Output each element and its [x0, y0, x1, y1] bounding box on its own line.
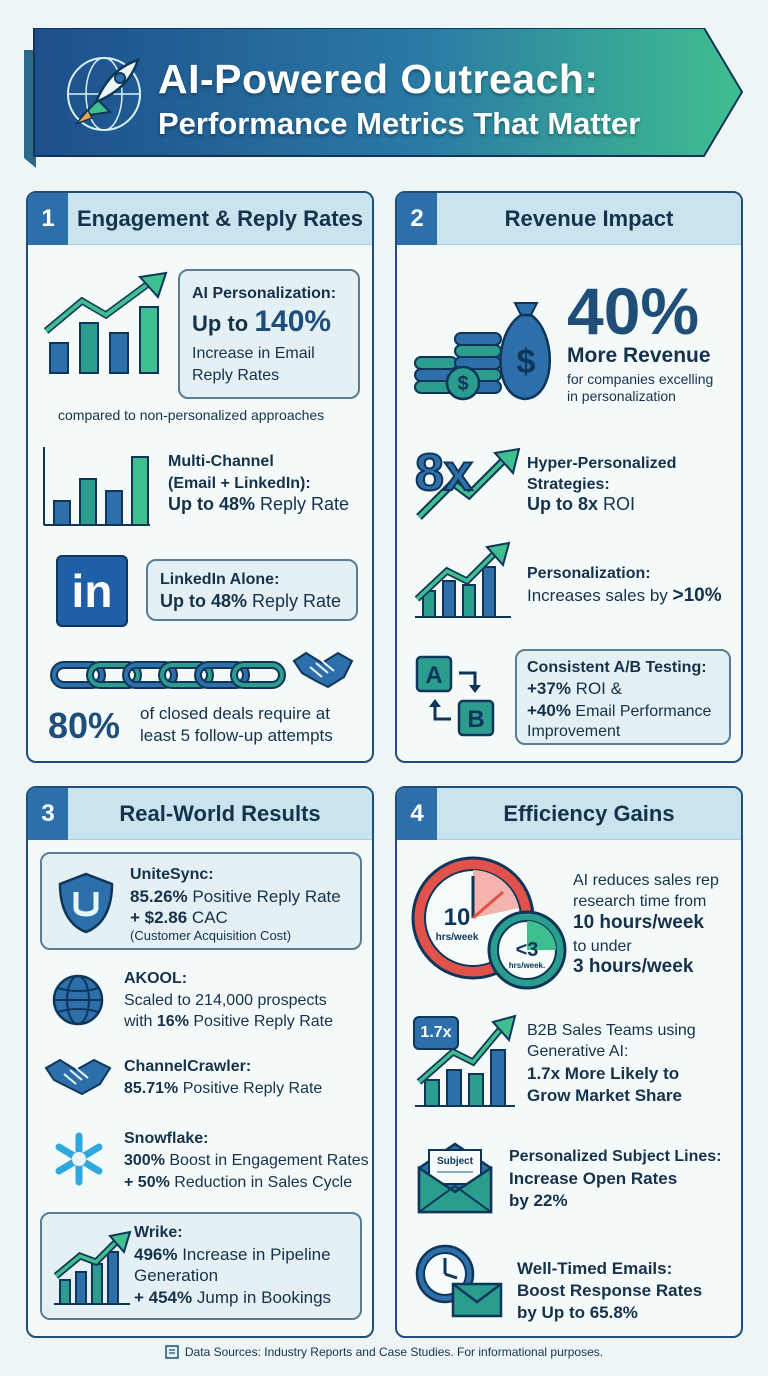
- shield-icon: [54, 870, 118, 936]
- wrike-v2-rest: Jump in Bookings: [192, 1288, 332, 1307]
- followup-line2: least 5 follow-up attempts: [140, 726, 333, 745]
- akool-line1: Scaled to 214,000 prospects: [124, 992, 327, 1009]
- personalization-desc: Increases sales by: [527, 586, 673, 605]
- panel-efficiency: [395, 786, 743, 1338]
- unitesync-v1: 85.26%: [130, 887, 188, 906]
- akool-line2-rest: Positive Reply Rate: [188, 1013, 333, 1030]
- envelope-subject-label: Subject: [436, 1156, 474, 1167]
- page-subtitle: Performance Metrics That Matter: [158, 106, 641, 141]
- timed-line3: by Up to 65.8%: [517, 1303, 638, 1322]
- hyper-line1: Hyper-Personalized: [527, 455, 677, 472]
- ab-testing-v1: +37%: [527, 679, 571, 698]
- akool-value: 16%: [156, 1013, 189, 1030]
- wrike-callout: [40, 1212, 362, 1320]
- ab-testing-v2: +40%: [527, 701, 571, 720]
- ab-test-b-label: B: [467, 706, 485, 733]
- snowflake-v1-rest: Boost in Engagement Rates: [164, 1152, 369, 1169]
- page-title: AI-Powered Outreach:: [158, 56, 599, 102]
- research-v1: 10 hours/week: [573, 912, 704, 933]
- footer: [0, 1344, 768, 1359]
- ab-testing-v1-rest: ROI &: [570, 679, 622, 698]
- svg-text:$: $: [516, 343, 536, 381]
- multichannel-line1: Multi-Channel: [168, 453, 274, 470]
- bar-chart-icon: [42, 445, 152, 527]
- panel-header: [397, 788, 741, 840]
- unitesync-name: UniteSync:: [130, 866, 214, 883]
- panel-engagement: [26, 191, 374, 763]
- followup-line1: of closed deals require at: [140, 704, 330, 723]
- b2b-line2: Generative AI:: [527, 1043, 629, 1060]
- b2b-line4: Grow Market Share: [527, 1086, 682, 1105]
- ab-test-a-label: A: [425, 662, 443, 689]
- unitesync-note: (Customer Acquisition Cost): [130, 928, 292, 943]
- wrike-v1: 496%: [134, 1245, 178, 1264]
- wrike-line2: Generation: [134, 1266, 219, 1285]
- money-bag-icon: [411, 293, 561, 409]
- channelcrawler-rest: Positive Reply Rate: [178, 1080, 323, 1097]
- clock-small-unit: hrs/week.: [508, 961, 546, 970]
- panel-title: Efficiency Gains: [503, 801, 675, 826]
- wrike-v2: + 454%: [134, 1288, 193, 1307]
- personalization-label: Personalization:: [527, 565, 651, 582]
- ab-testing-callout: [515, 649, 731, 745]
- panel-number: 4: [397, 788, 437, 840]
- roi-8x-text: 8x: [415, 444, 473, 502]
- timed-line2: Boost Response Rates: [517, 1281, 703, 1300]
- footer-text: Data Sources: Industry Reports and Case Studies. For informational purposes.: [184, 1344, 604, 1359]
- personalization-value: >10%: [672, 585, 722, 606]
- snowflake-v2: + 50%: [124, 1174, 170, 1191]
- multiplier-badge: 1.7x: [413, 1016, 459, 1050]
- more-revenue-value: 40%: [567, 274, 700, 348]
- ai-personalization-prefix: Up to: [192, 311, 255, 336]
- research-v2: 3 hours/week: [573, 956, 694, 977]
- snowflake-v1: 300%: [124, 1152, 165, 1169]
- unitesync-callout: [40, 852, 362, 950]
- more-revenue-desc-1: for companies excelling: [567, 371, 714, 387]
- ab-testing-label: Consistent A/B Testing:: [527, 659, 707, 676]
- linkedin-label: LinkedIn Alone:: [160, 571, 280, 588]
- clock-small-value: <3: [515, 939, 539, 961]
- multichannel-suffix: Reply Rate: [255, 494, 350, 514]
- more-revenue-desc-2: in personalization: [567, 388, 676, 404]
- clock-big-value: 10: [443, 904, 471, 931]
- ab-test-icon: [413, 653, 513, 739]
- chain-icon: [50, 657, 286, 693]
- multichannel-line2: (Email + LinkedIn):: [168, 475, 311, 492]
- unitesync-v1-rest: Positive Reply Rate: [187, 887, 341, 906]
- clock-big-unit: hrs/week: [435, 932, 479, 943]
- linkedin-callout: [146, 559, 358, 621]
- sales-growth-icon: [413, 541, 513, 619]
- clock-icon: [411, 852, 571, 992]
- followup-value: 80%: [48, 705, 121, 746]
- ai-personalization-label: AI Personalization:: [192, 285, 337, 302]
- svg-text:$: $: [457, 373, 469, 395]
- b2b-line3: 1.7x More Likely to: [527, 1064, 680, 1083]
- panel-header: [28, 193, 372, 245]
- akool-name: AKOOL:: [124, 970, 188, 987]
- globe-icon: [50, 972, 106, 1028]
- snowflake-icon: [50, 1130, 108, 1188]
- growth-chart-icon: [52, 1230, 132, 1306]
- panel-header: [28, 788, 372, 840]
- subject-line2: Increase Open Rates: [509, 1169, 678, 1188]
- panel-title: Real-World Results: [119, 801, 321, 826]
- channelcrawler-value: 85.71%: [124, 1080, 179, 1097]
- research-line1: AI reduces sales rep: [573, 872, 719, 889]
- panel-number: 1: [28, 193, 68, 245]
- panel-number: 3: [28, 788, 68, 840]
- panel-title: Revenue Impact: [504, 206, 674, 231]
- wrike-name: Wrike:: [134, 1224, 183, 1241]
- subject-line1: Personalized Subject Lines:: [509, 1148, 722, 1165]
- panel-results: [26, 786, 374, 1338]
- panel-header: [397, 193, 741, 245]
- header-banner: [24, 28, 744, 168]
- unitesync-v2: + $2.86: [130, 908, 188, 927]
- ai-personalization-callout: [178, 269, 360, 399]
- ab-testing-line4: Improvement: [527, 723, 621, 740]
- growth-chart-icon: [42, 271, 172, 375]
- akool-line2-pre: with: [124, 1013, 157, 1030]
- ai-personalization-note: compared to non-personalized approaches: [58, 407, 325, 423]
- handshake-icon: [292, 647, 354, 691]
- rocket-icon: [58, 48, 150, 140]
- linkedin-logo-icon: in: [56, 555, 128, 627]
- hyper-value: Up to 8x: [527, 494, 599, 514]
- document-icon: [165, 1345, 181, 1359]
- timed-line1: Well-Timed Emails:: [517, 1259, 673, 1278]
- timed-email-icon: [413, 1242, 505, 1320]
- research-line4: to under: [573, 938, 632, 955]
- panel-number: 2: [397, 193, 437, 245]
- multichannel-value: Up to 48%: [168, 494, 256, 514]
- linkedin-value: Up to 48%: [160, 591, 248, 611]
- subject-line3: by 22%: [509, 1191, 568, 1210]
- hyper-line2: Strategies:: [527, 476, 610, 493]
- linkedin-suffix: Reply Rate: [247, 591, 342, 611]
- more-revenue-label: More Revenue: [567, 344, 711, 367]
- channelcrawler-name: ChannelCrawler:: [124, 1058, 252, 1075]
- ab-testing-v2-rest: Email Performance: [570, 703, 712, 720]
- unitesync-v2-rest: CAC: [187, 908, 228, 927]
- panel-title: Engagement & Reply Rates: [76, 206, 364, 231]
- envelope-icon: [415, 1140, 495, 1216]
- snowflake-name: Snowflake:: [124, 1130, 209, 1147]
- snowflake-v2-rest: Reduction in Sales Cycle: [169, 1174, 353, 1191]
- handshake-icon: [44, 1054, 112, 1098]
- ai-personalization-desc-1: Increase in Email: [192, 345, 315, 362]
- b2b-line1: B2B Sales Teams using: [527, 1022, 696, 1039]
- panel-revenue: [395, 191, 743, 763]
- ai-personalization-value: 140%: [254, 305, 332, 338]
- wrike-v1-rest: Increase in Pipeline: [177, 1245, 331, 1264]
- hyper-rest: ROI: [598, 494, 636, 514]
- research-line2: research time from: [573, 893, 707, 910]
- ai-personalization-desc-2: Reply Rates: [192, 367, 280, 384]
